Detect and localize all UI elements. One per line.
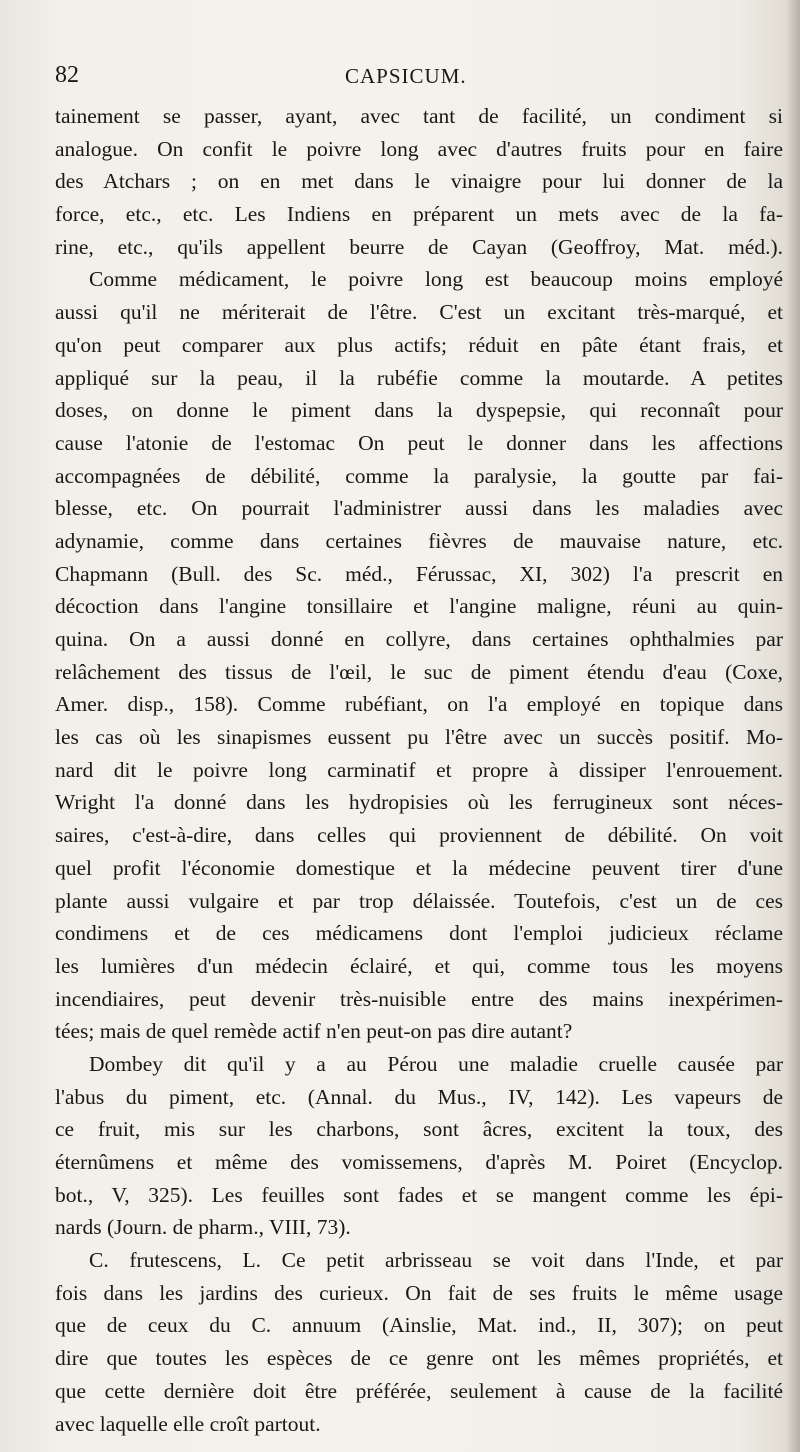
text-line: dire que toutes les espèces de ce genre ont les mêmes propriétés, et bbox=[55, 1346, 783, 1371]
text-line: tées; mais de quel remède actif n'en peut-on pas dire autant? bbox=[55, 1019, 573, 1044]
text-line: ce fruit, mis sur les charbons, sont âcres, excitent la toux, des bbox=[55, 1117, 783, 1142]
body-text bbox=[55, 100, 783, 1440]
text-line: incendiaires, peut devenir très-nuisible entre des mains inexpérimen- bbox=[55, 986, 783, 1011]
text-line: les cas où les sinapismes eussent pu l'être avec un succès positif. Mo- bbox=[55, 725, 783, 750]
text-line: fois dans les jardins des curieux. On fait de ses fruits le même usage bbox=[55, 1280, 783, 1305]
text-line: rine, etc., qu'ils appellent beurre de Cayan (Geoffroy, Mat. méd.). bbox=[55, 234, 783, 259]
text-line: saires, c'est-à-dire, dans celles qui proviennent de débilité. On voit bbox=[55, 823, 783, 848]
text-line: condimens et de ces médicamens dont l'emploi judicieux réclame bbox=[55, 921, 783, 946]
text-line: force, etc., etc. Les Indiens en préparent un mets avec de la fa- bbox=[55, 202, 783, 227]
text-line: les lumières d'un médecin éclairé, et qui, comme tous les moyens bbox=[55, 953, 783, 978]
text-line: aussi qu'il ne mériterait de l'être. C'est un excitant très-marqué, et bbox=[55, 300, 783, 325]
paragraph-1 bbox=[55, 100, 783, 263]
paragraph-4 bbox=[55, 1244, 783, 1440]
text-line: nards (Journ. de pharm., VIII, 73). bbox=[55, 1215, 351, 1240]
text-line: accompagnées de débilité, comme la paralysie, la goutte par fai- bbox=[55, 463, 783, 488]
text-line: que cette dernière doit être préférée, seulement à cause de la facilité bbox=[55, 1378, 783, 1403]
text-line: nard dit le poivre long carminatif et propre à dissiper l'enrouement. bbox=[55, 757, 783, 782]
text-line: décoction dans l'angine tonsillaire et l'angine maligne, réuni au quin- bbox=[55, 594, 783, 619]
text-line: avec laquelle elle croît partout. bbox=[55, 1411, 321, 1436]
text-line: relâchement des tissus de l'œil, le suc de piment étendu d'eau (Coxe, bbox=[55, 659, 783, 684]
text-line: Amer. disp., 158). Comme rubéfiant, on l'a employé en topique dans bbox=[55, 692, 783, 717]
page-header bbox=[55, 62, 775, 92]
text-line: analogue. On confit le poivre long avec d'autres fruits pour en faire bbox=[55, 136, 783, 161]
text-line: quina. On a aussi donné en collyre, dans certaines ophthalmies par bbox=[55, 627, 783, 651]
text-line: Dombey dit qu'il y a au Pérou une maladie cruelle causée par bbox=[89, 1051, 783, 1076]
text-line: éternûmens et même des vomissemens, d'après M. Poiret (Encyclop. bbox=[55, 1150, 783, 1174]
text-line: l'abus du piment, etc. (Annal. du Mus., IV, 142). Les vapeurs de bbox=[55, 1084, 783, 1109]
text-line: Chapmann (Bull. des Sc. méd., Férussac, XI, 302) l'a prescrit en bbox=[55, 561, 783, 586]
text-line: qu'on peut comparer aux plus actifs; réduit en pâte étant frais, et bbox=[55, 332, 783, 357]
text-line: adynamie, comme dans certaines fièvres de mauvaise nature, etc. bbox=[55, 528, 783, 553]
text-line: Comme médicament, le poivre long est beaucoup moins employé bbox=[89, 267, 783, 292]
page-number: 82 bbox=[55, 62, 79, 88]
paragraph-3 bbox=[55, 1048, 783, 1244]
running-head: CAPSICUM. bbox=[345, 64, 467, 88]
text-line: Wright l'a donné dans les hydropisies où les ferrugineux sont néces- bbox=[55, 790, 783, 815]
paragraph-2 bbox=[55, 263, 783, 1048]
text-line: quel profit l'économie domestique et la médecine peuvent tirer d'une bbox=[55, 855, 783, 880]
page-edge-shadow bbox=[786, 0, 800, 1452]
text-line: appliqué sur la peau, il la rubéfie comme la moutarde. A petites bbox=[55, 365, 783, 390]
text-line: cause l'atonie de l'estomac On peut le donner dans les affections bbox=[55, 430, 783, 455]
text-line: des Atchars ; on en met dans le vinaigre pour lui donner de la bbox=[55, 169, 783, 194]
text-line: que de ceux du C. annuum (Ainslie, Mat. ind., II, 307); on peut bbox=[55, 1313, 783, 1338]
text-line: plante aussi vulgaire et par trop délaissée. Toutefois, c'est un de ces bbox=[55, 888, 783, 913]
text-line: doses, on donne le piment dans la dyspepsie, qui reconnaît pour bbox=[55, 398, 783, 423]
text-line: blesse, etc. On pourrait l'administrer aussi dans les maladies avec bbox=[55, 496, 783, 521]
text-line: C. frutescens, L. Ce petit arbrisseau se voit dans l'Inde, et par bbox=[89, 1248, 783, 1273]
text-line: bot., V, 325). Les feuilles sont fades et se mangent comme les épi- bbox=[55, 1182, 783, 1207]
text-line: tainement se passer, ayant, avec tant de facilité, un condiment si bbox=[55, 104, 783, 128]
